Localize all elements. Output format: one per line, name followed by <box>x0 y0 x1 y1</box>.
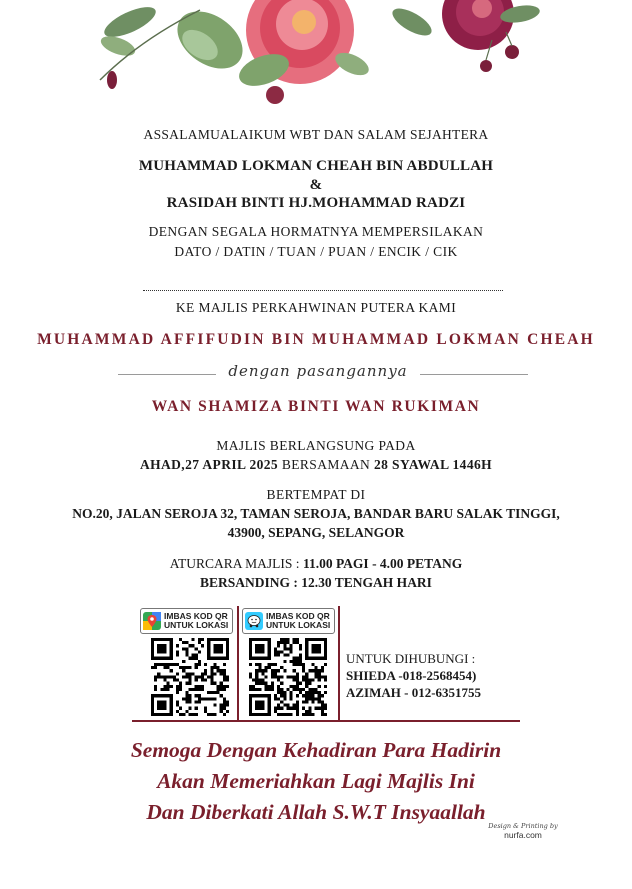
venue-line-2: 43900, SEPANG, SELANGOR <box>227 525 405 540</box>
contact-label: UNTUK DIHUBUNGI : <box>346 651 476 666</box>
qr-divider-1 <box>237 606 239 720</box>
schedule-label-2: BERSANDING : <box>200 575 298 590</box>
qr-waze-label-2: UNTUK LOKASI <box>266 620 331 630</box>
closing-line-2: Akan Memeriahkan Lagi Majlis Ini <box>157 769 475 793</box>
waze-icon <box>245 612 263 630</box>
qr-base-line <box>132 720 520 722</box>
venue-line-1: NO.20, JALAN SEROJA 32, TAMAN SEROJA, BANDAR BARU SALAK TINGGI, <box>72 506 560 521</box>
divider-left <box>118 374 216 375</box>
qr-divider-2 <box>338 606 340 720</box>
rose-dark-right <box>388 0 541 72</box>
contact-line-1: SHIEDA -018-2568454) <box>346 668 477 683</box>
rose-pink <box>235 0 372 104</box>
bride-name: WAN SHAMIZA BINTI WAN RUKIMAN <box>151 398 481 415</box>
schedule-label-1: ATURCARA MAJLIS : <box>169 556 300 571</box>
event-date-mid: BERSAMAAN <box>281 457 371 472</box>
qr-maps-label-2: UNTUK LOKASI <box>164 620 229 630</box>
divider-right <box>420 374 528 375</box>
credit <box>488 822 558 840</box>
schedule-time-1: 11.00 PAGI - 4.00 PETANG <box>302 556 463 571</box>
credit-line-2: nurfa.com <box>504 830 542 840</box>
contact-block <box>346 650 481 701</box>
google-maps-icon <box>143 612 161 630</box>
leaf-cluster-left <box>98 0 253 89</box>
connector-script: dengan pasangannya <box>228 362 408 380</box>
closing-line-1: Semoga Dengan Kehadiran Para Hadirin <box>130 738 502 762</box>
schedule-time-2: 12.30 TENGAH HARI <box>301 575 432 590</box>
closing-line-3: Dan Diberkati Allah S.W.T Insyaallah <box>146 800 486 824</box>
qr-maps-label-1: IMBAS KOD QR <box>164 610 228 621</box>
host-mother: RASIDAH BINTI HJ.MOHAMMAD RADZI <box>166 195 466 211</box>
event-intro: MAJLIS BERLANGSUNG PADA <box>216 438 416 453</box>
groom-name: MUHAMMAD AFFIFUDIN BIN MUHAMMAD LOKMAN CHEAH <box>37 331 595 348</box>
ampersand: & <box>309 177 323 193</box>
qr-contact-section <box>132 606 520 722</box>
qr-badge-maps <box>140 608 233 634</box>
qr-waze-label-1: IMBAS KOD QR <box>266 610 330 621</box>
event-date: AHAD,27 APRIL 2025 <box>139 457 279 472</box>
wedding-intro: KE MAJLIS PERKAHWINAN PUTERA KAMI <box>175 300 457 315</box>
dotted-guest-line <box>143 290 503 291</box>
invite-line-1: DENGAN SEGALA HORMATNYA MEMPERSILAKAN <box>148 224 484 239</box>
floral-header-illustration <box>0 0 632 110</box>
qr-code-waze[interactable] <box>249 638 327 716</box>
invite-line-2: DATO / DATIN / TUAN / PUAN / ENCIK / CIK <box>174 244 458 259</box>
venue-label: BERTEMPAT DI <box>266 487 366 502</box>
credit-line-1: Design & Printing by <box>488 822 558 830</box>
host-father: MUHAMMAD LOKMAN CHEAH BIN ABDULLAH <box>138 158 494 174</box>
qr-code-maps[interactable] <box>151 638 229 716</box>
contact-line-2: AZIMAH - 012-6351755 <box>346 685 482 700</box>
event-hijri-date: 28 SYAWAL 1446H <box>373 457 493 472</box>
schedule-line-1 <box>0 556 632 572</box>
greeting: ASSALAMUALAIKUM WBT DAN SALAM SEJAHTERA <box>143 127 489 142</box>
event-date-line <box>0 457 632 473</box>
schedule-line-2 <box>0 575 632 591</box>
qr-badge-waze <box>242 608 335 634</box>
